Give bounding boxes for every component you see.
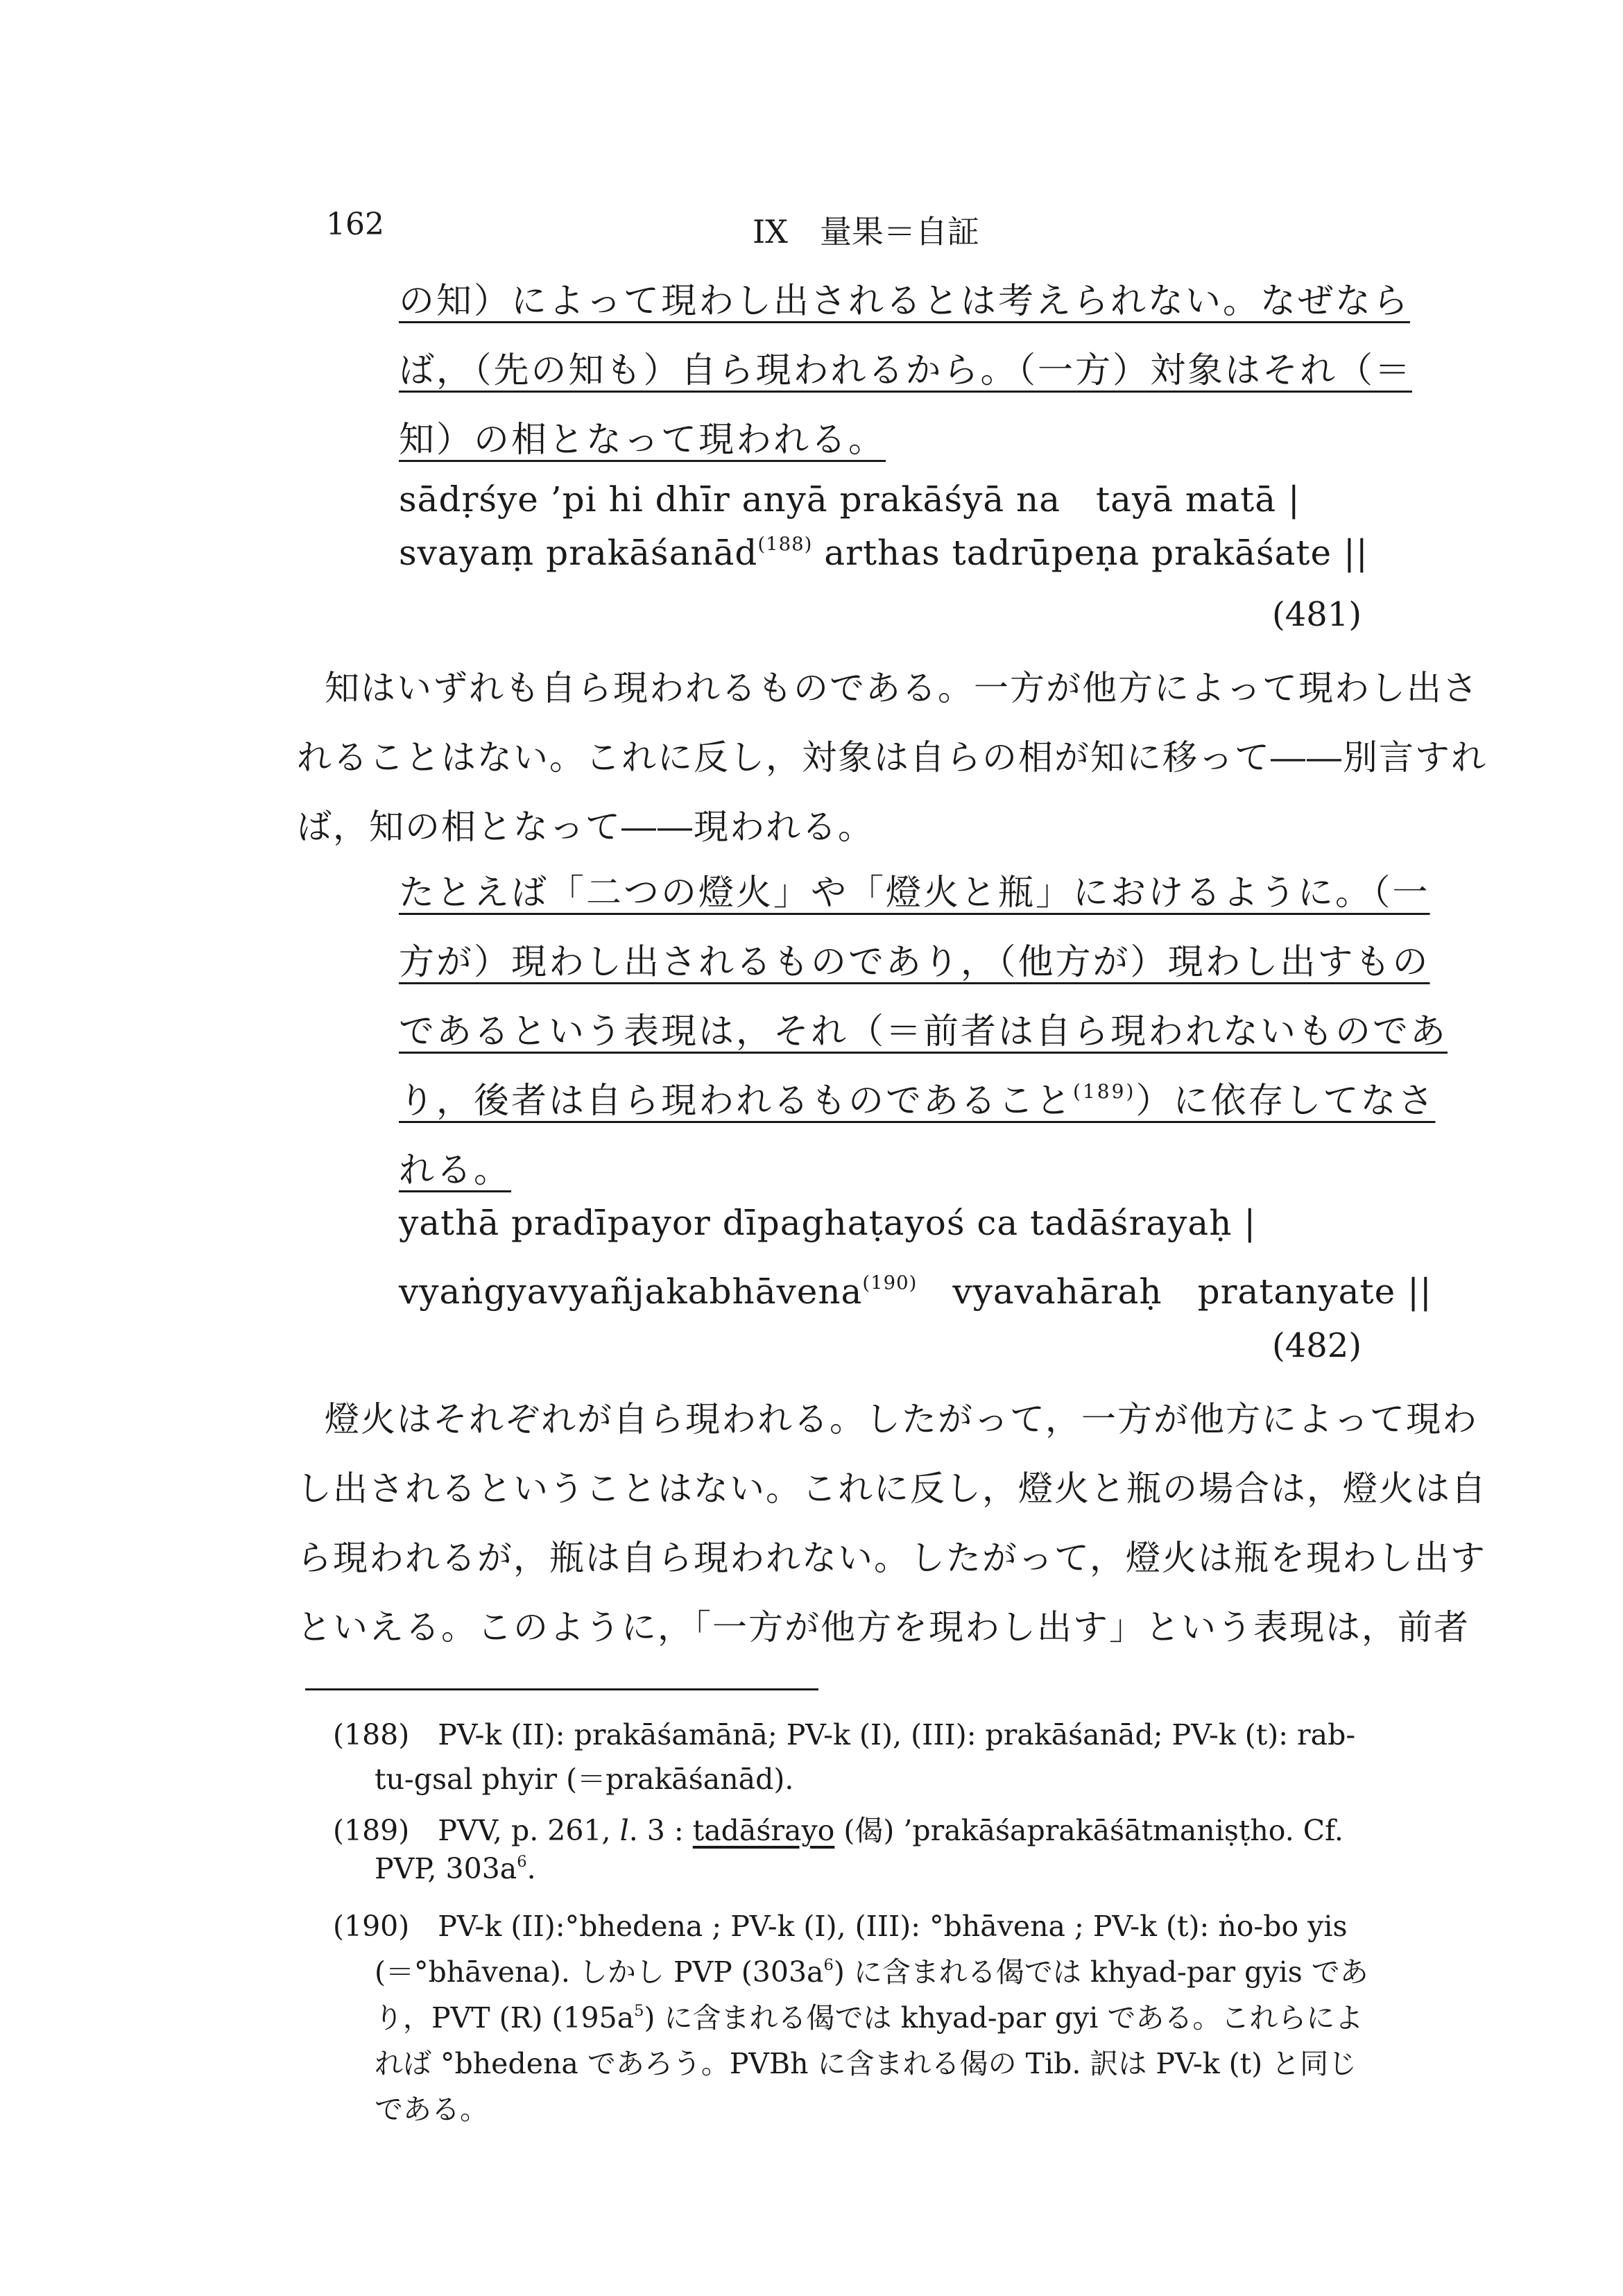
quote1-line3: 知）の相となって現われる。 (399, 420, 886, 461)
footnote-190-line3: り，PVT (R) $(195a^5)$ に含まれる偈では khyad-par gyi である。これらによ (375, 2001, 1364, 2034)
quote2-line3: であるという表現は，それ（＝前者は自ら現われないものであ (399, 1011, 1448, 1052)
footnote-ref-189[interactable]: (189) (1073, 1079, 1136, 1103)
footnote-188-line1: (188) PV-k (II): prakāśamānā; PV-k (I), (III): prakāśanād; PV-k (t): rab- (333, 1718, 1356, 1751)
footnote-ref-188[interactable]: (188) (757, 533, 813, 556)
para1-line3: ば，知の相となって――現われる。 (297, 807, 874, 847)
quote2-line4: り，後者は自ら現われるものであること$^{(189)}$）に依存してなさ (399, 1079, 1436, 1122)
footnote-190-line2: (＝°bhāvena). しかし PVP $(303a^6)$ に含まれる偈では khyad-par gyis であ (375, 1955, 1368, 1989)
running-head: IX 量果＝自証 (753, 213, 979, 250)
para2-line1: 燈火はそれぞれが自ら現われる。したがって，一方が他方によって現わ (325, 1399, 1478, 1439)
page-number: 162 (326, 207, 384, 242)
verse481-number: (481) (1272, 595, 1362, 634)
para1-line1: 知はいずれも自ら現われるものである。一方が他方によって現わし出さ (325, 668, 1479, 708)
verse481-line2: svayaṃ prakāśanād$^{(188)}$ arthas tadrūpeṇa prakāśate || (399, 533, 1368, 573)
quote1-line2: ば，（先の知も）自ら現われるから。（一方）対象はそれ（＝ (399, 350, 1413, 391)
quote1-line1: の知）によって現わし出されるとは考えられない。なぜなら (399, 281, 1411, 322)
quote2-line5: れる。 (399, 1150, 512, 1191)
footnote-rule (305, 1688, 818, 1690)
footnote-189-line1: (189) PVV, p. 261, l. 3 : tadāśrayo (偈) ’prakāśaprakāśātmaniṣṭho. Cf. (333, 1814, 1343, 1847)
verse482-number: (482) (1272, 1326, 1362, 1365)
footnote-190-line5: である。 (375, 2093, 488, 2126)
para2-line2: し出されるということはない。これに反し，燈火と瓶の場合は，燈火は自 (297, 1468, 1487, 1509)
quote2-line2: 方が）現わし出されるものであり，（他方が）現わし出すもの (399, 942, 1430, 983)
verse482-line1: yathā pradīpayor dīpaghaṭayoś ca tadāśrayaḥ | (399, 1203, 1257, 1243)
footnote-190-line1: (190) PV-k (II):°bhedena ; PV-k (I), (III): °bhāvena ; PV-k (t): ṅo-bo yis (333, 1910, 1348, 1943)
para2-line4: といえる。このように，「一方が他方を現わし出す」という表現は，前者 (297, 1607, 1470, 1647)
quote2-line1: たとえば「二つの燈火」や「燈火と瓶」におけるように。（一 (399, 873, 1430, 914)
verse482-line2: vyaṅgyavyañjakabhāvena$^{(190)}$ vyavahāraḥ pratanyate || (399, 1271, 1432, 1312)
footnote-188-line2: tu-gsal phyir (＝prakāśanād). (375, 1763, 794, 1796)
verse481-line1: sādṛśye ’pi hi dhīr anyā prakāśyā na tayā matā | (399, 479, 1300, 520)
footnote-ref-190[interactable]: (190) (862, 1271, 918, 1294)
footnote-190-line4: れば °bhedena であろう。PVBh に含まれる偈の Tib. 訳は PV-k (t) と同じ (375, 2047, 1357, 2080)
para1-line2: れることはない。これに反し，対象は自らの相が知に移って――別言すれ (297, 737, 1487, 778)
para2-line3: ら現われるが，瓶は自ら現われない。したがって，燈火は瓶を現わし出す (297, 1538, 1486, 1578)
footnote-189-line2: PVP, $303a^6$. (375, 1852, 536, 1885)
